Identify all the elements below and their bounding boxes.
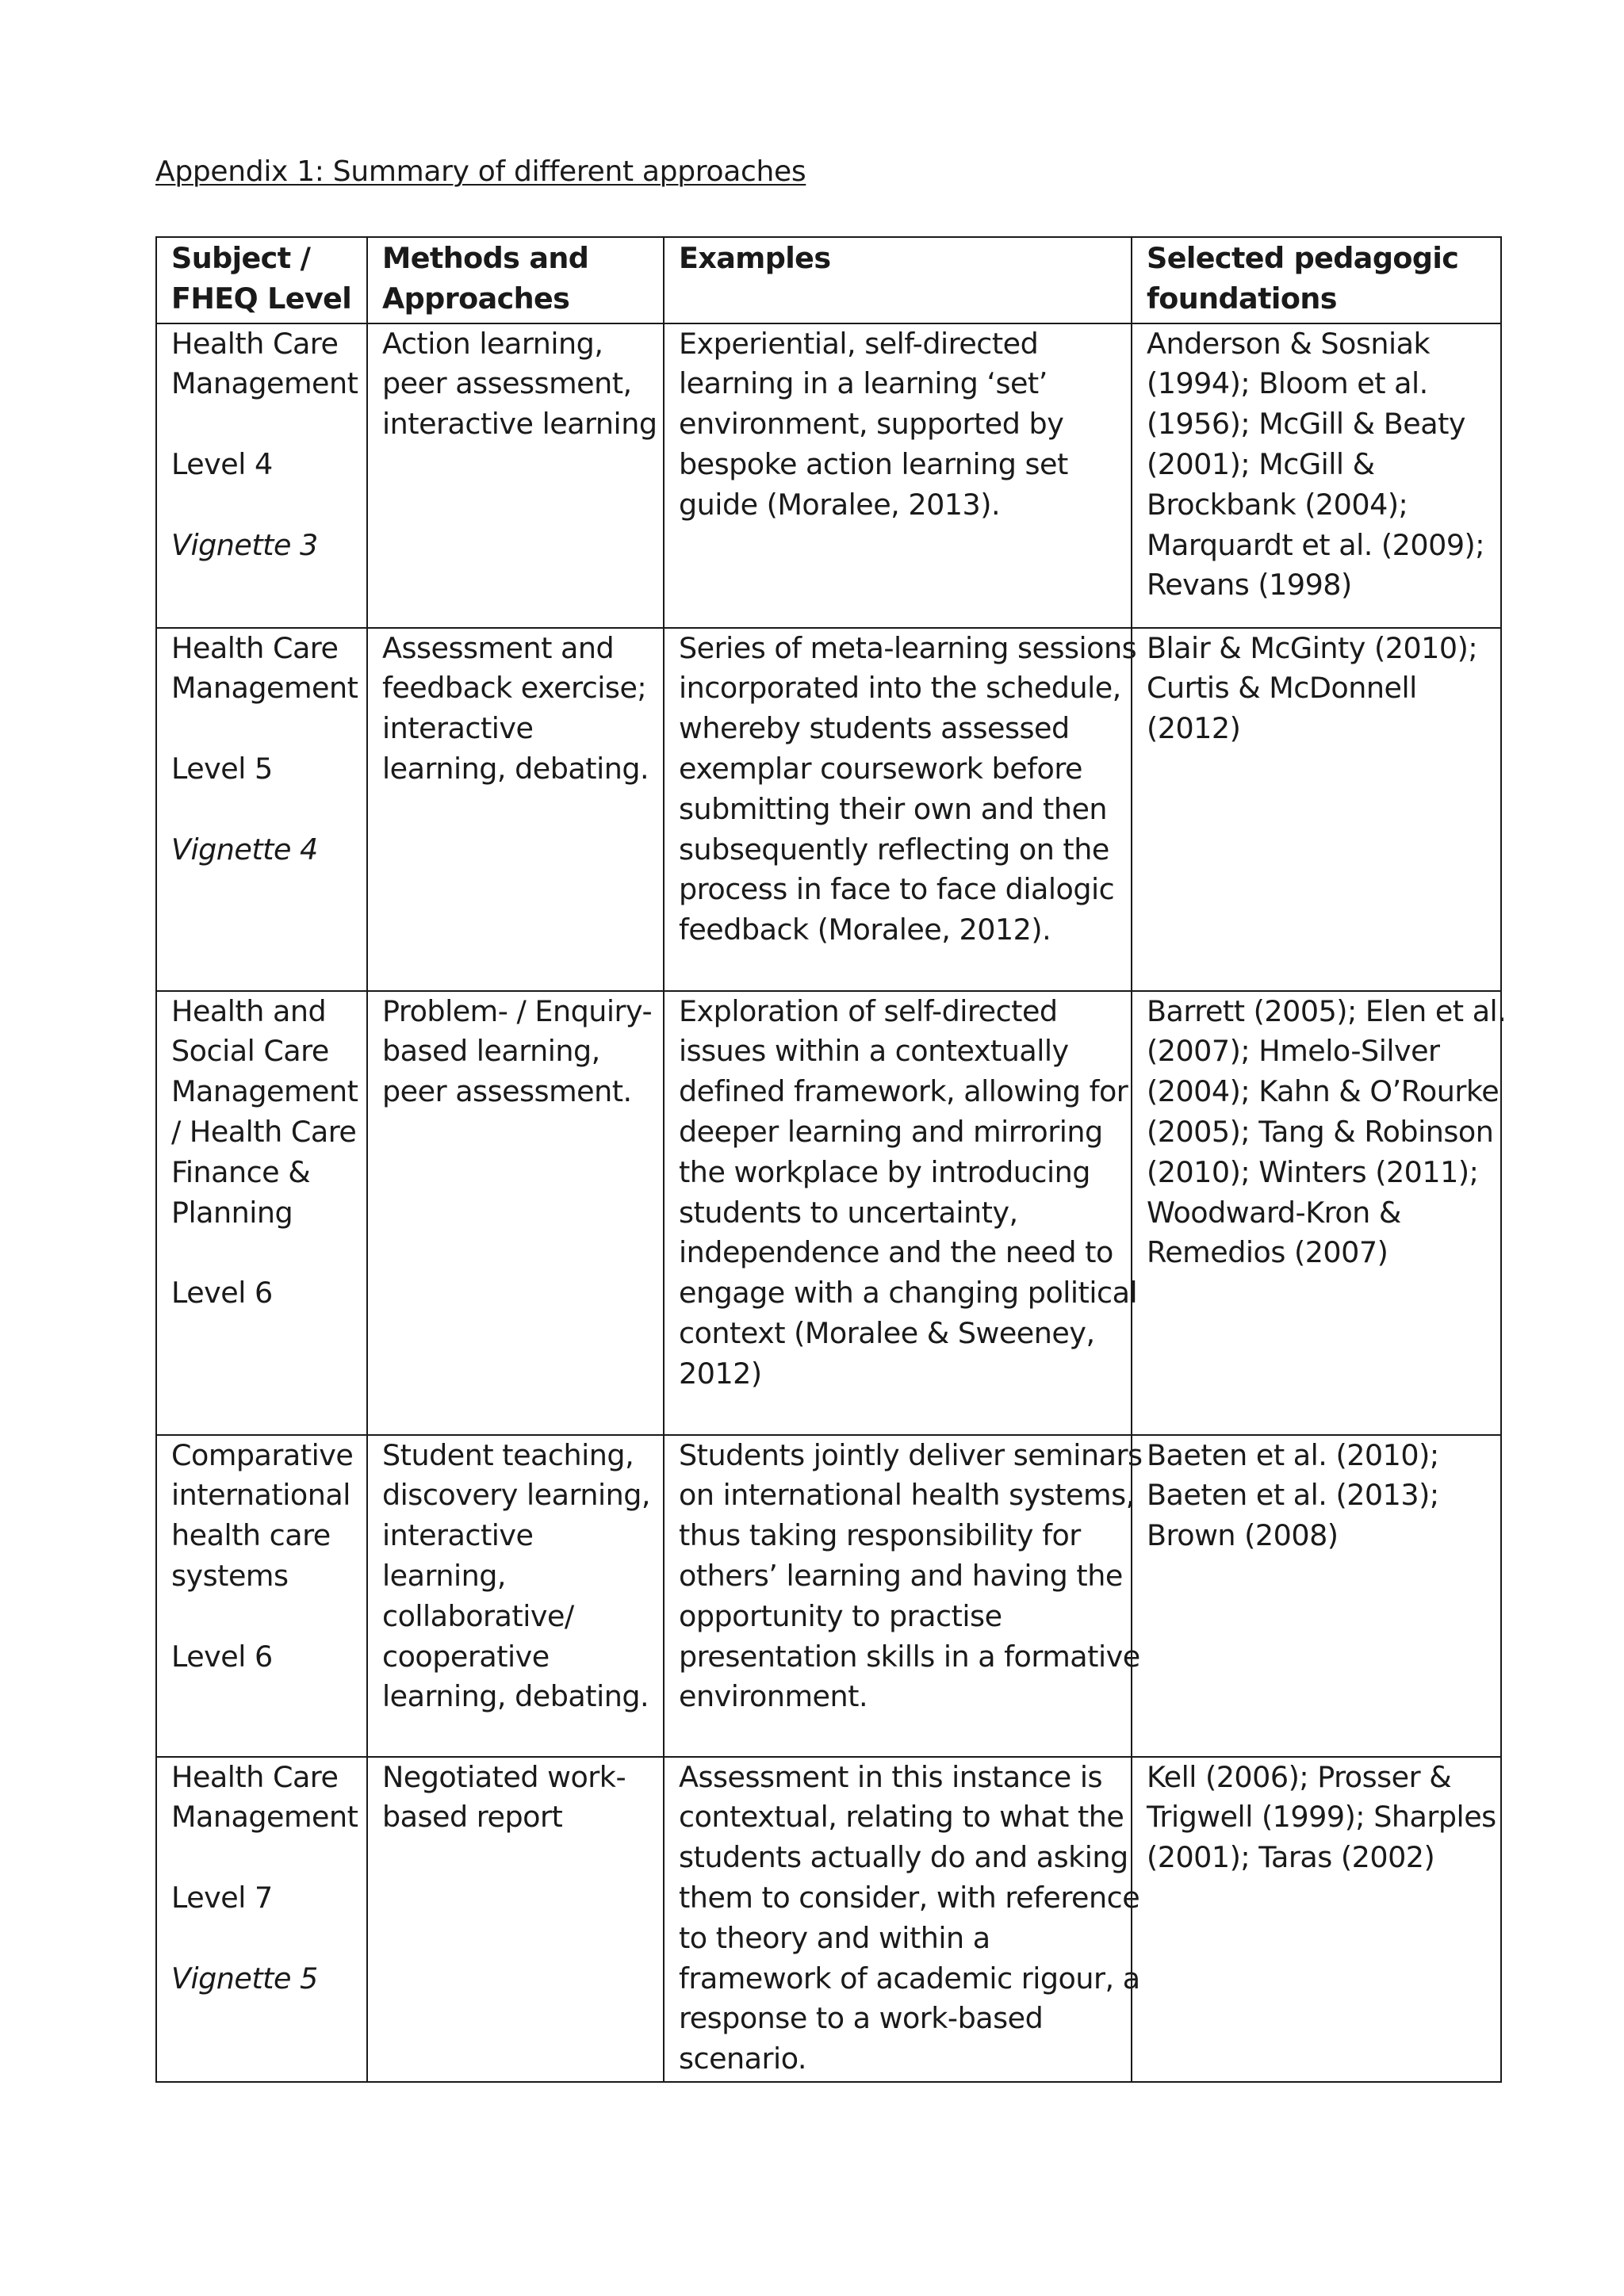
examples-line: process in face to face dialogic — [679, 872, 1115, 907]
methods-line: peer assessment. — [382, 1074, 632, 1109]
examples-line: environment, supported by — [679, 407, 1064, 442]
methods-line: Negotiated work- — [382, 1759, 626, 1794]
examples-line: students to uncertainty, — [679, 1195, 1018, 1230]
cell-subject — [156, 1435, 367, 1757]
header-subject-line: Subject / — [171, 241, 311, 275]
header-methods-line: Approaches — [382, 281, 570, 316]
cell-methods — [367, 1435, 664, 1757]
examples-line: engage with a changing political — [679, 1276, 1138, 1311]
subject-line: / Health Care — [171, 1114, 357, 1149]
cell-foundations — [1132, 1757, 1501, 2082]
subject-line: Health and — [171, 993, 327, 1028]
foundations-line: Marquardt et al. (2009); — [1147, 527, 1485, 562]
examples-line: to theory and within a — [679, 1920, 990, 1955]
foundations-line: Blair & McGinty (2010); — [1147, 630, 1478, 665]
examples-line: Series of meta-learning sessions — [679, 630, 1137, 665]
foundations-line: Barrett (2005); Elen et al. — [1147, 993, 1507, 1028]
examples-line: 2012) — [679, 1356, 762, 1391]
examples-line: issues within a contextually — [679, 1034, 1069, 1069]
subject-line: health care — [171, 1518, 331, 1553]
header-subject — [156, 237, 367, 323]
subject-line: Health Care — [171, 1759, 339, 1794]
examples-line: learning in a learning ‘set’ — [679, 366, 1048, 401]
table-row — [156, 323, 1501, 628]
examples-line: students actually do and asking — [679, 1840, 1128, 1875]
level-label: Level 7 — [171, 1880, 273, 1915]
methods-line: Student teaching, — [382, 1437, 634, 1472]
header-examples-line: Examples — [679, 241, 831, 275]
foundations-line: (1956); McGill & Beaty — [1147, 407, 1465, 442]
table-header-row — [156, 237, 1501, 323]
methods-line: learning, — [382, 1558, 507, 1593]
foundations-line: Baeten et al. (2010); — [1147, 1437, 1439, 1472]
cell-methods — [367, 628, 664, 991]
subject-line: Management — [171, 1074, 358, 1109]
cell-examples — [664, 991, 1138, 1435]
examples-line: exemplar coursework before — [679, 751, 1082, 786]
foundations-line: (2007); Hmelo-Silver — [1147, 1034, 1440, 1069]
level-label: Level 5 — [171, 751, 273, 786]
level-label: Level 4 — [171, 446, 273, 481]
examples-line: others’ learning and having the — [679, 1558, 1123, 1593]
examples-line: submitting their own and then — [679, 791, 1108, 826]
table-row — [156, 1757, 1501, 2082]
subject-line: Comparative — [171, 1437, 354, 1472]
vignette-label: Vignette 5 — [171, 1961, 318, 1996]
subject-line: Management — [171, 1800, 358, 1835]
examples-line: Exploration of self-directed — [679, 993, 1058, 1028]
examples-line: Experiential, self-directed — [679, 326, 1039, 361]
cell-examples — [664, 1435, 1143, 1757]
examples-line: the workplace by introducing — [679, 1154, 1090, 1189]
subject-line: Finance & — [171, 1154, 311, 1189]
methods-line: interactive — [382, 1518, 534, 1553]
cell-methods — [367, 323, 664, 628]
foundations-line: Anderson & Sosniak — [1147, 326, 1431, 361]
foundations-line: Baeten et al. (2013); — [1147, 1478, 1439, 1513]
examples-line: on international health systems, — [679, 1478, 1135, 1513]
methods-line: discovery learning, — [382, 1478, 650, 1513]
methods-line: learning, debating. — [382, 1679, 649, 1714]
cell-subject — [156, 991, 367, 1435]
methods-line: based learning, — [382, 1034, 600, 1069]
page-title: Appendix 1: Summary of different approaches — [155, 155, 806, 188]
foundations-line: Brockbank (2004); — [1147, 487, 1408, 522]
examples-line: Students jointly deliver seminars — [679, 1437, 1143, 1472]
examples-line: bespoke action learning set — [679, 446, 1068, 481]
examples-line: defined framework, allowing for — [679, 1074, 1128, 1109]
subject-line: systems — [171, 1558, 289, 1593]
cell-foundations — [1132, 628, 1501, 991]
subject-line: Management — [171, 366, 358, 401]
examples-line: whereby students assessed — [679, 711, 1070, 746]
table-row — [156, 628, 1501, 991]
methods-line: Problem- / Enquiry- — [382, 993, 653, 1028]
examples-line: them to consider, with reference — [679, 1880, 1140, 1915]
methods-line: cooperative — [382, 1639, 550, 1674]
subject-line: Management — [171, 671, 358, 706]
header-foundations-line: Selected pedagogic — [1147, 241, 1459, 275]
methods-line: learning, debating. — [382, 751, 649, 786]
foundations-line: (2001); Taras (2002) — [1147, 1840, 1435, 1875]
foundations-line: Revans (1998) — [1147, 568, 1352, 603]
examples-line: independence and the need to — [679, 1235, 1113, 1270]
examples-line: guide (Moralee, 2013). — [679, 487, 1001, 522]
header-examples — [664, 237, 1132, 323]
foundations-line: (2001); McGill & — [1147, 446, 1375, 481]
foundations-line: (2012) — [1147, 711, 1241, 746]
examples-line: feedback (Moralee, 2012). — [679, 913, 1051, 947]
level-label: Level 6 — [171, 1276, 273, 1311]
foundations-line: Woodward-Kron & — [1147, 1195, 1401, 1230]
subject-line: Health Care — [171, 630, 339, 665]
examples-line: Assessment in this instance is — [679, 1759, 1103, 1794]
examples-line: context (Moralee & Sweeney, — [679, 1315, 1095, 1350]
examples-line: opportunity to practise — [679, 1598, 1002, 1633]
examples-line: environment. — [679, 1679, 868, 1714]
foundations-line: (2005); Tang & Robinson — [1147, 1114, 1494, 1149]
foundations-line: Curtis & McDonnell — [1147, 671, 1417, 706]
cell-subject — [156, 323, 367, 628]
foundations-line: Kell (2006); Prosser & — [1147, 1759, 1452, 1794]
header-foundations-line: foundations — [1147, 281, 1337, 316]
cell-methods — [367, 1757, 664, 2082]
cell-subject — [156, 1757, 367, 2082]
foundations-line: (2010); Winters (2011); — [1147, 1154, 1479, 1189]
vignette-label: Vignette 4 — [171, 832, 318, 867]
methods-line: Assessment and — [382, 630, 615, 665]
cell-examples — [664, 1757, 1140, 2082]
header-methods-line: Methods and — [382, 241, 589, 275]
level-label: Level 6 — [171, 1639, 273, 1674]
foundations-line: Brown (2008) — [1147, 1518, 1339, 1553]
examples-line: scenario. — [679, 2042, 806, 2076]
foundations-line: (2004); Kahn & O’Rourke — [1147, 1074, 1500, 1109]
examples-line: deeper learning and mirroring — [679, 1114, 1103, 1149]
approaches-table — [155, 236, 1507, 2083]
examples-line: framework of academic rigour, a — [679, 1961, 1140, 1996]
examples-line: incorporated into the schedule, — [679, 671, 1121, 706]
methods-line: based report — [382, 1800, 563, 1835]
examples-line: response to a work-based — [679, 2001, 1044, 2036]
foundations-line: Trigwell (1999); Sharples — [1147, 1800, 1496, 1835]
subject-line: international — [171, 1478, 350, 1513]
foundations-line: Remedios (2007) — [1147, 1235, 1388, 1270]
methods-line: interactive learning — [382, 407, 657, 442]
subject-line: Health Care — [171, 326, 339, 361]
cell-foundations — [1132, 1435, 1501, 1757]
examples-line: contextual, relating to what the — [679, 1800, 1124, 1835]
cell-subject — [156, 628, 367, 991]
cell-examples — [664, 323, 1132, 628]
table-row — [156, 991, 1501, 1435]
cell-methods — [367, 991, 664, 1435]
cell-examples — [664, 628, 1137, 991]
methods-line: peer assessment, — [382, 366, 632, 401]
subject-line: Social Care — [171, 1034, 329, 1069]
methods-line: collaborative/ — [382, 1598, 574, 1633]
examples-line: subsequently reflecting on the — [679, 832, 1109, 867]
examples-line: thus taking responsibility for — [679, 1518, 1081, 1553]
header-foundations — [1132, 237, 1501, 323]
examples-line: presentation skills in a formative — [679, 1639, 1140, 1674]
vignette-label: Vignette 3 — [171, 527, 318, 562]
methods-line: feedback exercise; — [382, 671, 647, 706]
subject-line: Planning — [171, 1195, 293, 1230]
table-row — [156, 1435, 1501, 1757]
cell-foundations — [1132, 323, 1501, 628]
header-subject-line: FHEQ Level — [171, 281, 352, 316]
foundations-line: (1994); Bloom et al. — [1147, 366, 1428, 401]
cell-foundations — [1132, 991, 1507, 1435]
methods-line: interactive — [382, 711, 534, 746]
methods-line: Action learning, — [382, 326, 603, 361]
header-methods — [367, 237, 664, 323]
